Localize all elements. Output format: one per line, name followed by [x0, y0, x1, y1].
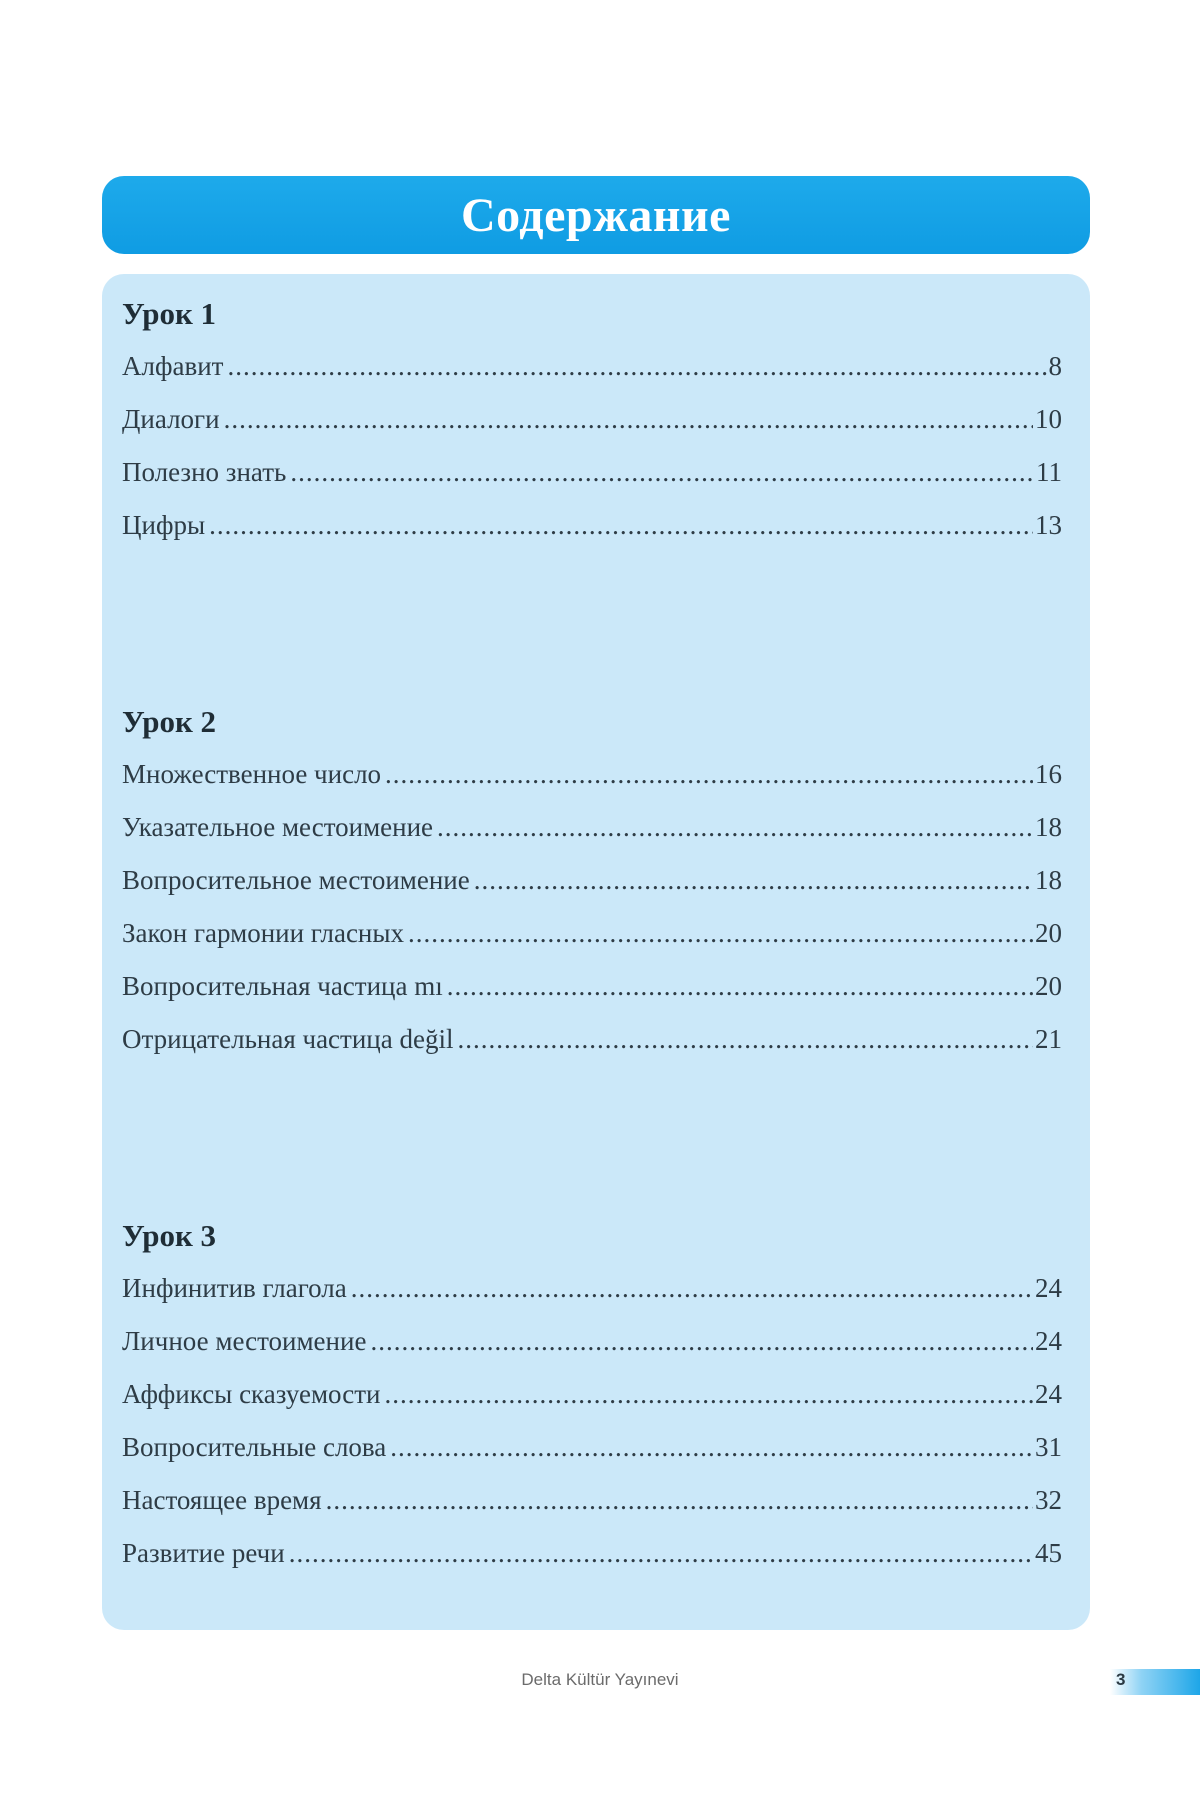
toc-entry[interactable] [122, 340, 1062, 393]
toc-entry-page: 16 [1035, 759, 1062, 789]
toc-dot-leader [474, 854, 1033, 907]
toc-dot-leader [227, 340, 1046, 393]
toc-dot-leader [408, 907, 1033, 960]
toc-entry-page: 13 [1035, 510, 1062, 540]
lesson-1-title: Урок 1 [122, 296, 217, 331]
toc-entry[interactable] [122, 1368, 1062, 1421]
contents-title: Содержание [461, 188, 731, 242]
toc-entry[interactable] [122, 1262, 1062, 1315]
toc-dot-leader [209, 499, 1033, 552]
toc-entry-page: 24 [1035, 1326, 1062, 1356]
toc-dot-leader [370, 1315, 1033, 1368]
toc-entry[interactable] [122, 1421, 1062, 1474]
toc-entry-label: Инфинитив глагола [122, 1273, 347, 1303]
toc-dot-leader [224, 393, 1033, 446]
toc-entry-page: 32 [1035, 1485, 1062, 1515]
toc-entry[interactable] [122, 499, 1062, 552]
toc-dot-leader [326, 1474, 1033, 1527]
toc-entry-page: 24 [1035, 1273, 1062, 1303]
lesson-2-title: Урок 2 [122, 704, 217, 739]
lesson-2-section [122, 696, 1062, 1066]
toc-entry-label: Закон гармонии гласных [122, 918, 405, 948]
toc-entry-page: 18 [1035, 865, 1062, 895]
toc-entry-label: Отрицательная частица değil [122, 1024, 454, 1054]
toc-entry-label: Цифры [122, 510, 206, 540]
lesson-3-title: Урок 3 [122, 1218, 217, 1253]
publisher-footer: Delta Kültür Yayınevi [521, 1670, 679, 1689]
toc-entry[interactable] [122, 960, 1062, 1013]
toc-entry-page: 10 [1035, 404, 1062, 434]
toc-dot-leader [351, 1262, 1033, 1315]
table-of-contents-panel [102, 274, 1090, 1630]
toc-entry-label: Алфавит [122, 351, 224, 381]
toc-entry-label: Личное местоимение [122, 1326, 367, 1356]
toc-entry[interactable] [122, 748, 1062, 801]
toc-dot-leader [384, 1368, 1033, 1421]
toc-entry-page: 21 [1035, 1024, 1062, 1054]
toc-dot-leader [437, 801, 1033, 854]
toc-dot-leader [289, 1527, 1033, 1580]
toc-entry-page: 20 [1035, 971, 1062, 1001]
toc-entry-label: Множественное число [122, 759, 382, 789]
page-number: 3 [1116, 1670, 1126, 1689]
toc-entry[interactable] [122, 1474, 1062, 1527]
toc-entry-label: Настоящее время [122, 1485, 322, 1515]
toc-entry[interactable] [122, 1527, 1062, 1580]
toc-dot-leader [457, 1013, 1033, 1066]
toc-entry[interactable] [122, 854, 1062, 907]
toc-entry-page: 24 [1035, 1379, 1062, 1409]
toc-entry[interactable] [122, 1315, 1062, 1368]
toc-entry-label: Аффиксы сказуемости [122, 1379, 381, 1409]
lesson-1-section [122, 288, 1062, 552]
toc-entry-label: Указательное местоимение [122, 812, 434, 842]
toc-entry-label: Диалоги [122, 404, 220, 434]
toc-entry[interactable] [122, 393, 1062, 446]
toc-entry[interactable] [122, 446, 1062, 499]
toc-entry[interactable] [122, 801, 1062, 854]
toc-entry-page: 18 [1035, 812, 1062, 842]
toc-dot-leader [290, 446, 1034, 499]
toc-entry-page: 11 [1036, 457, 1062, 487]
toc-entry-page: 8 [1048, 351, 1062, 381]
toc-entry-label: Вопросительное местоимение [122, 865, 470, 895]
toc-entry-label: Вопросительные слова [122, 1432, 387, 1462]
toc-entry-page: 45 [1035, 1538, 1062, 1568]
toc-dot-leader [390, 1421, 1033, 1474]
toc-dot-leader [447, 960, 1033, 1013]
toc-entry[interactable] [122, 907, 1062, 960]
toc-entry-page: 31 [1035, 1432, 1062, 1462]
toc-entry[interactable] [122, 1013, 1062, 1066]
toc-entry-label: Вопросительная частица mı [122, 971, 443, 1001]
toc-entry-label: Полезно знать [122, 457, 287, 487]
toc-dot-leader [385, 748, 1033, 801]
toc-entry-page: 20 [1035, 918, 1062, 948]
toc-entry-label: Развитие речи [122, 1538, 285, 1568]
contents-header-bar [102, 176, 1090, 254]
lesson-3-section [122, 1210, 1062, 1580]
